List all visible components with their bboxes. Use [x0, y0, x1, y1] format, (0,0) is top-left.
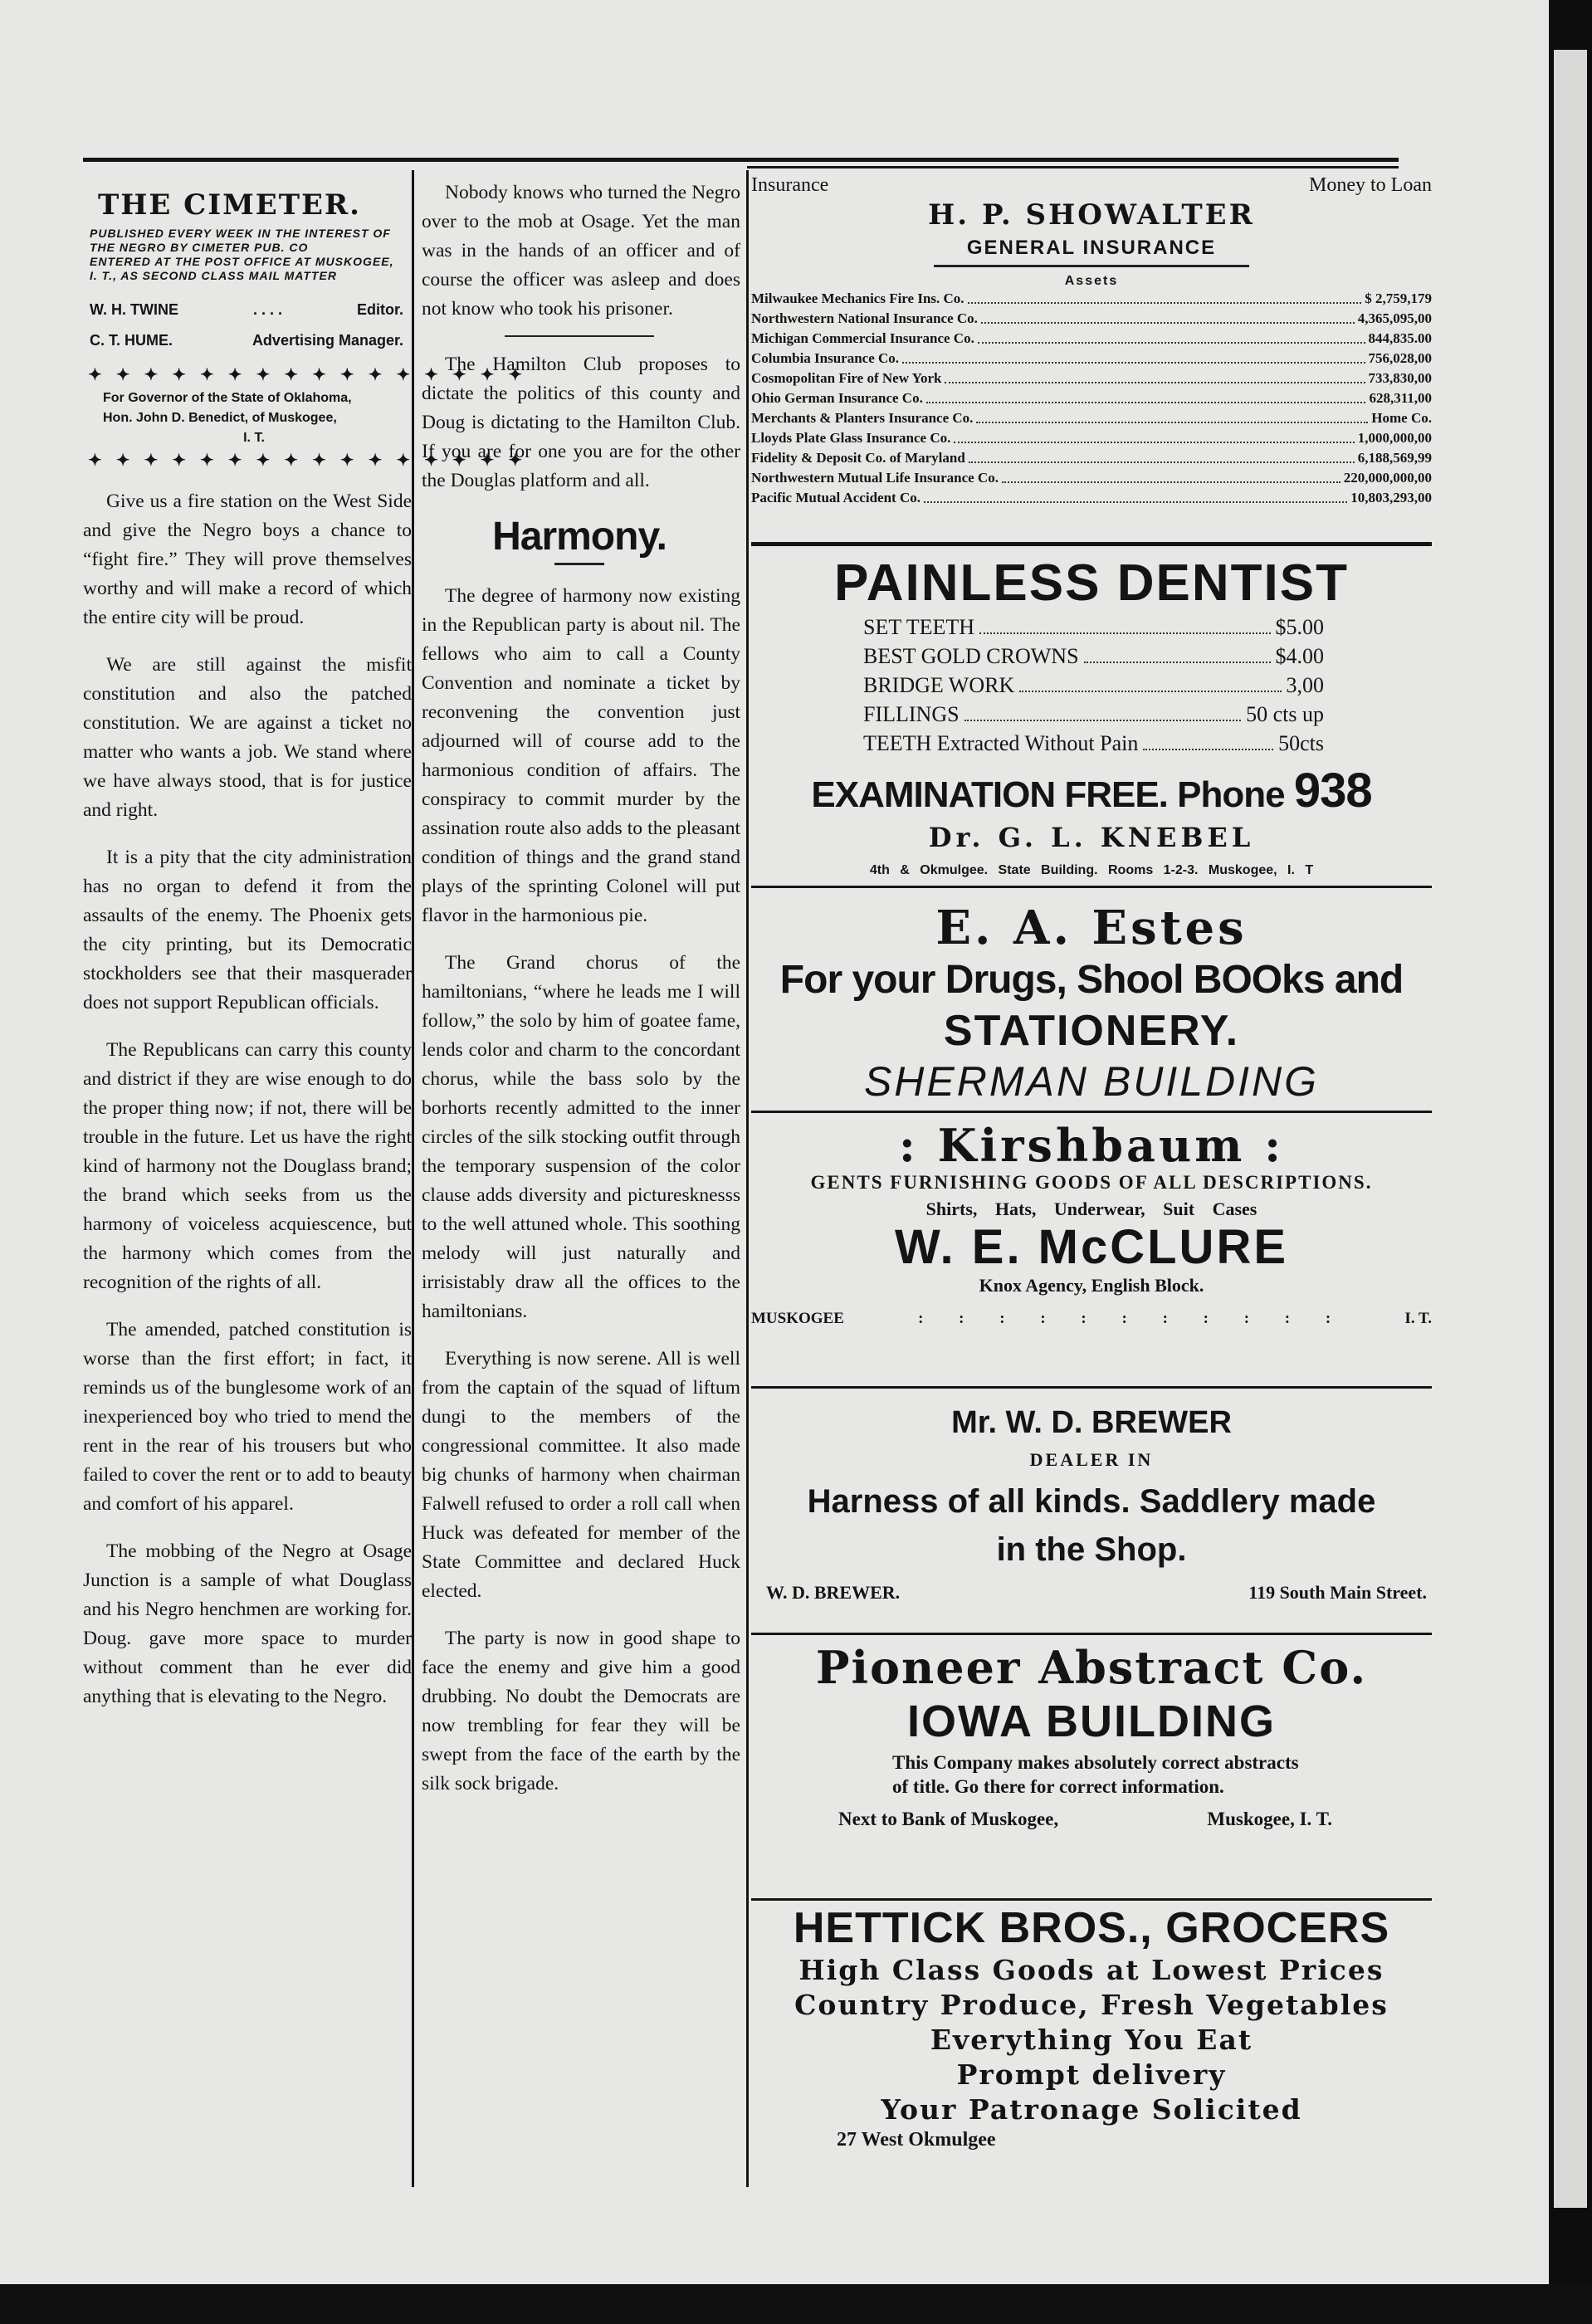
town-name: MUSKOGEE — [751, 1310, 844, 1327]
asset-row — [751, 468, 1432, 488]
general-insurance-label: GENERAL INSURANCE — [966, 237, 1217, 259]
estes-line-2: STATIONERY. — [943, 1007, 1240, 1055]
company-name: Lloyds Plate Glass Insurance Co. — [751, 430, 951, 446]
money-to-loan-label: Money to Loan — [1309, 174, 1432, 196]
territory-name: I. T. — [1404, 1310, 1432, 1327]
editorial-paragraph: Nobody knows who turned the Negro over to the mob at Osage. Yet the man was in the hands of an officer and of course the officer was asleep and does not know who took his prisoner. — [422, 182, 740, 320]
leader-dots — [1019, 691, 1281, 692]
service-name: FILLINGS — [863, 702, 960, 726]
showalter-insurance-ad — [751, 174, 1432, 508]
leader-dots — [981, 322, 1355, 324]
editorial-paragraph: The Hamilton Club proposes to dictate the politics of this county and Doug is dictating to the Hamilton Club. If you are for one you are for the other the Douglas platform and all. — [422, 354, 740, 491]
company-name: Ohio German Insurance Co. — [751, 390, 923, 406]
leader-dots — [978, 342, 1365, 344]
pioneer-town: Muskogee, I. T. — [1207, 1809, 1332, 1829]
price-row — [863, 729, 1324, 758]
asset-value: 220,000,000,00 — [1343, 470, 1432, 486]
leader-dots — [976, 422, 1368, 423]
ad-divider — [751, 886, 1432, 888]
governor-line-2: Hon. John D. Benedict, of Muskogee, — [103, 411, 337, 425]
service-price: $4.00 — [1275, 644, 1324, 668]
kirshbaum-line-1: GENTS FURNISHING GOODS OF ALL DESCRIPTIONS. — [810, 1172, 1373, 1193]
star-divider: ✦ ✦ ✦ ✦ ✦ ✦ ✦ ✦ ✦ ✦ ✦ ✦ ✦ ✦ ✦ ✦ — [88, 366, 528, 384]
leader-dots — [1084, 662, 1271, 663]
insurance-label: Insurance — [751, 174, 829, 196]
mail-entry-note: ENTERED AT THE POST OFFICE AT MUSKOGEE, I. T., AS SECOND CLASS MAIL MATTER — [90, 255, 394, 282]
brewer-name: Mr. W. D. BREWER — [951, 1405, 1232, 1440]
asset-row — [751, 488, 1432, 508]
company-name: Cosmopolitan Fire of New York — [751, 370, 942, 386]
dentist-address: 4th & Okmulgee. State Building. Rooms 1-2-3. Muskogee, I. T — [869, 863, 1314, 877]
kirshbaum-owner: W. E. McCLURE — [894, 1220, 1289, 1274]
examination-line — [751, 763, 1432, 818]
article-paragraph: The degree of harmony now existing in the Republican party is about nil. The fellows who aim to call a County Convention and nominate a ticket by reconvening the convention just adjourned will of course add to the harmonious condition of affairs. The conspiracy to commit murder by the assination route also adds to the pleasant condition of things and the grand stand plays of the sprinting Colonel will put flavor in the harmonious pie. — [422, 585, 740, 926]
hettick-line-5: Your Patronage Solicited — [881, 2093, 1302, 2126]
company-name: Merchants & Planters Insurance Co. — [751, 410, 974, 426]
asset-value: 1,000,000,00 — [1357, 430, 1432, 446]
star-divider-bottom: ✦ ✦ ✦ ✦ ✦ ✦ ✦ ✦ ✦ ✦ ✦ ✦ ✦ ✦ ✦ ✦ — [88, 452, 528, 470]
showalter-name: H. P. SHOWALTER — [928, 198, 1255, 232]
adjacent-page-strip — [1554, 50, 1587, 2208]
kirshbaum-ad — [751, 1119, 1432, 1328]
newspaper-title: THE CIMETER. — [98, 188, 362, 222]
ad-manager-line — [90, 332, 403, 349]
asset-value: 10,803,293,00 — [1350, 490, 1432, 505]
editor-name: W. H. TWINE — [90, 301, 178, 318]
company-name: Milwaukee Mechanics Fire Ins. Co. — [751, 290, 964, 306]
brewer-line-1: Harness of all kinds. Saddlery made — [807, 1483, 1376, 1520]
service-name: BRIDGE WORK — [863, 673, 1015, 697]
phone-number: 938 — [1293, 764, 1372, 818]
leader-dots — [979, 632, 1270, 634]
pioneer-description: This Company makes absolutely correct abstracts of title. Go there for correct information. — [892, 1752, 1299, 1797]
asset-value: 844,835.00 — [1368, 330, 1432, 346]
service-price: 3,00 — [1286, 673, 1324, 697]
top-rule — [83, 158, 1399, 162]
leader-dots — [926, 402, 1366, 403]
asset-row — [751, 309, 1432, 329]
column-rule-2 — [746, 170, 749, 2187]
top-rule-ads — [747, 166, 1399, 168]
pioneer-footer — [838, 1809, 1332, 1830]
painless-dentist-ad — [751, 554, 1432, 878]
pioneer-name: Pioneer Abstract Co. — [815, 1641, 1368, 1694]
asset-row — [751, 369, 1432, 388]
editor-line — [90, 301, 403, 319]
article-paragraph: The Grand chorus of the hamiltonians, “where he leads me I will follow,” the solo by him of goatee fame, lends color and charm to the concordant chorus, while the bass solo by the borhorts recently admitted to the inner circles of the silk stocking outfit through the temporary suspension of the color clause adds diversity and picturesknesss to the well attuned whole. This soothing melody will just naturally and irrisistably draw all the offices to the hamiltonians. — [422, 952, 740, 1322]
estes-building: SHERMAN BUILDING — [863, 1058, 1320, 1105]
service-name: SET TEETH — [863, 615, 975, 639]
hettick-line-1: High Class Goods at Lowest Prices — [798, 1954, 1384, 1986]
estes-line-1: For your Drugs, Shool BOOks and — [779, 958, 1404, 1002]
left-column — [83, 178, 528, 1730]
article-paragraph: The party is now in good shape to face the enemy and give him a good drubbing. No doubt the Democrats are now trembling for fear they will be swept from the face of the earth by the silk sock brigade. — [422, 1628, 740, 1794]
hettick-grocers-ad — [751, 1903, 1432, 2151]
heading-rule — [554, 563, 604, 565]
article-paragraph: Everything is now serene. All is well from the captain of the squad of liftum dungi to the members of the congressional committee. It also made big chunks of harmony when chairman Falwell refused to order a roll call when Huck was defeated for member of the State Committee and declared Huck elected. — [422, 1348, 740, 1602]
ad-manager-role: Advertising Manager. — [251, 332, 403, 349]
asset-value: 6,188,569,99 — [1357, 450, 1432, 466]
leader-dots — [924, 501, 1347, 503]
editorial-paragraph: Give us a fire station on the West Side and give the Negro boys a chance to “fight fire.” They will prove themselves worthy and will make a record of which the entire city will be proud. — [83, 491, 412, 628]
hettick-line-2: Country Produce, Fresh Vegetables — [794, 1989, 1389, 2021]
paragraph-divider — [505, 335, 654, 337]
asset-value: Home Co. — [1371, 410, 1432, 426]
subtitle-rule — [934, 265, 1249, 267]
ad-divider — [751, 1386, 1432, 1389]
kirshbaum-line-3: Knox Agency, English Block. — [979, 1275, 1204, 1296]
asset-row — [751, 349, 1432, 369]
leader-dots — [954, 442, 1354, 443]
leader-dots — [1002, 481, 1341, 483]
ad-divider — [751, 542, 1432, 546]
asset-row — [751, 329, 1432, 349]
editorial-paragraph: The Republicans can carry this county and district if they are wise enough to do the proper thing now; if not, there will be trouble in the future. Let us have the right kind of harmony not the Douglass brand; the brand which seeks from us the harmony of voiceless acquiescence, but the harmony which comes from the recognition of the rights of all. — [83, 1039, 412, 1293]
leader-dots — [968, 302, 1362, 304]
asset-row — [751, 448, 1432, 468]
editorial-paragraph: The mobbing of the Negro at Osage Junction is a sample of what Douglass and his Negro henchmen are working for. Doug. gave more space to murder without comment than he ever did anything that is elevating to the Negro. — [83, 1540, 412, 1707]
pioneer-building: IOWA BUILDING — [907, 1697, 1276, 1746]
ad-divider — [751, 1898, 1432, 1901]
price-row — [863, 613, 1324, 642]
hettick-line-4: Prompt delivery — [956, 2058, 1227, 2091]
service-name: TEETH Extracted Without Pain — [863, 731, 1139, 755]
company-name: Northwestern Mutual Life Insurance Co. — [751, 470, 999, 486]
kirshbaum-line-2: Shirts, Hats, Underwear, Suit Cases — [925, 1199, 1257, 1219]
leader-dots — [1143, 749, 1273, 750]
governor-endorsement — [103, 388, 405, 448]
leader-dots — [969, 461, 1355, 463]
dentist-title: PAINLESS DENTIST — [834, 554, 1349, 612]
price-row — [863, 671, 1324, 700]
hettick-name: HETTICK BROS., GROCERS — [793, 1904, 1390, 1952]
company-name: Northwestern National Insurance Co. — [751, 310, 978, 326]
ad-divider — [751, 1633, 1432, 1635]
asset-value: 628,311,00 — [1369, 390, 1432, 406]
asset-row — [751, 428, 1432, 448]
service-price: 50 cts up — [1246, 702, 1324, 726]
estes-name: E. A. Estes — [935, 901, 1248, 955]
asset-value: $ 2,759,179 — [1365, 290, 1432, 306]
kirshbaum-location — [751, 1310, 1432, 1328]
page-edge-bottom — [0, 2284, 1592, 2324]
brewer-line-2: in the Shop. — [996, 1531, 1187, 1568]
middle-column — [413, 178, 745, 1817]
service-name: BEST GOLD CROWNS — [863, 644, 1079, 668]
assets-list — [751, 289, 1432, 508]
brewer-dealer: DEALER IN — [1029, 1449, 1154, 1470]
asset-row — [751, 289, 1432, 309]
asset-value: 4,365,095,00 — [1357, 310, 1432, 326]
asset-value: 733,830,00 — [1368, 370, 1432, 386]
dentist-name: Dr. G. L. KNEBEL — [928, 822, 1255, 853]
ad-divider — [751, 1111, 1432, 1113]
leader-dots — [902, 362, 1365, 364]
service-price: $5.00 — [1275, 615, 1324, 639]
company-name: Michigan Commercial Insurance Co. — [751, 330, 974, 346]
brewer-address: 119 South Main Street. — [1248, 1582, 1427, 1603]
leader-dots — [964, 720, 1242, 721]
asset-value: 756,028,00 — [1368, 350, 1432, 366]
publication-note: PUBLISHED EVERY WEEK IN THE INTEREST OF THE NEGRO BY CIMETER PUB. CO — [90, 227, 391, 254]
examination-text: EXAMINATION FREE. Phone — [811, 774, 1285, 815]
colon-row: : : : : : : : : : : : — [918, 1310, 1331, 1327]
hettick-address: 27 West Okmulgee — [837, 2129, 996, 2151]
company-name: Columbia Insurance Co. — [751, 350, 900, 366]
asset-row — [751, 388, 1432, 408]
company-name: Fidelity & Deposit Co. of Maryland — [751, 450, 965, 466]
brewer-footer — [766, 1582, 1427, 1604]
pioneer-location: Next to Bank of Muskogee, — [838, 1809, 1059, 1829]
editorial-paragraph: We are still against the misfit constitution and also the patched constitution. We are against a ticket no matter who wants a job. We stand where we have always stood, that is for justice and right. — [83, 654, 412, 821]
article-heading: Harmony. — [492, 515, 667, 559]
editor-dots: . . . . — [252, 301, 282, 318]
price-row — [863, 642, 1324, 671]
editor-role: Editor. — [356, 301, 403, 318]
service-price: 50cts — [1278, 731, 1324, 755]
price-row — [863, 700, 1324, 729]
editorial-paragraph: The amended, patched constitution is worse than the first effort; in fact, it reminds us of the bunglesome work of an inexperienced boy who tried to mend the rent in the rear of his trousers but who failed to cover the rent or to add to beauty and comfort of his apparel. — [83, 1319, 412, 1515]
editorial-paragraph: It is a pity that the city administration has no organ to defend it from the assaults of the enemy. The Phoenix gets the city printing, but its Democratic stockholders see that their masquerader does not support Republican officials. — [83, 847, 412, 1013]
governor-line-3: I. T. — [243, 431, 265, 445]
assets-label: Assets — [1064, 274, 1119, 288]
estes-drugs-ad — [751, 901, 1432, 1106]
leader-dots — [945, 382, 1365, 383]
ad-manager-name: C. T. HUME. — [90, 332, 173, 349]
brewer-signature: W. D. BREWER. — [766, 1582, 901, 1603]
company-name: Pacific Mutual Accident Co. — [751, 490, 921, 505]
pioneer-abstract-ad — [751, 1641, 1432, 1830]
kirshbaum-name: : Kirshbaum : — [898, 1119, 1285, 1172]
showalter-header — [751, 174, 1432, 197]
governor-line-1: For Governor of the State of Oklahoma, — [103, 391, 352, 405]
asset-row — [751, 408, 1432, 428]
hettick-line-3: Everything You Eat — [930, 2024, 1253, 2056]
brewer-harness-ad — [751, 1405, 1432, 1604]
